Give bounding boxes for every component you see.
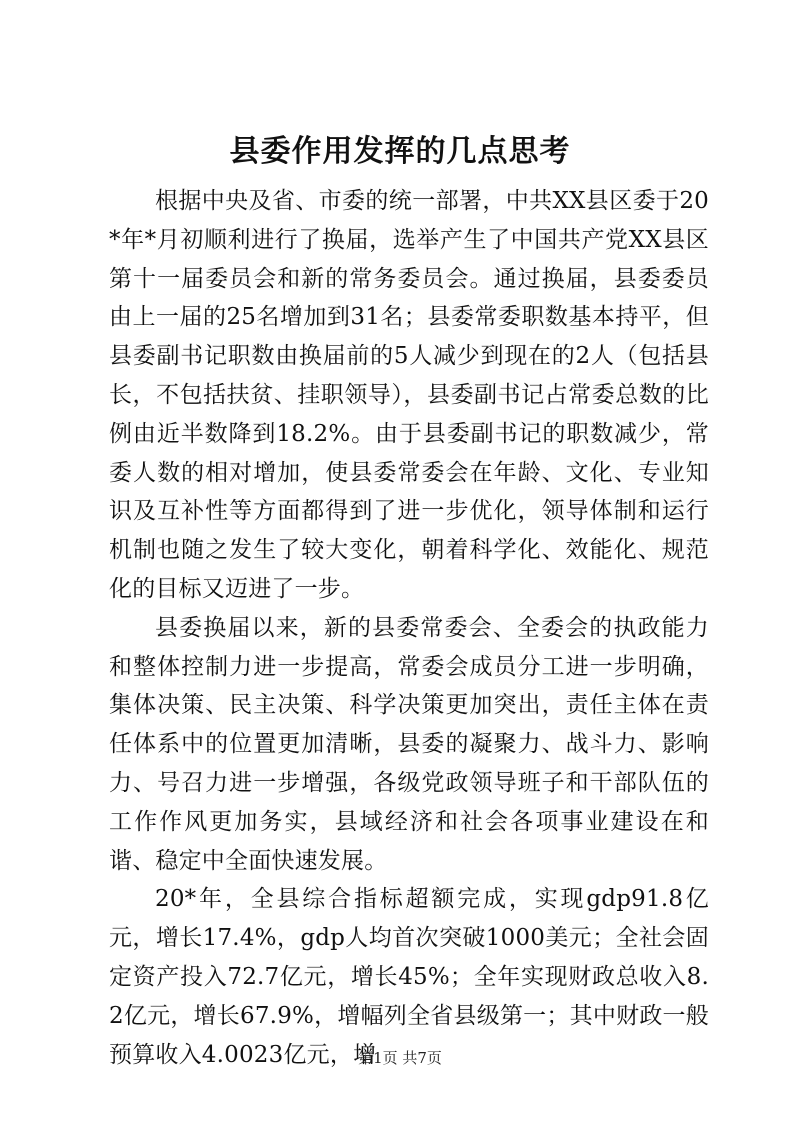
paragraph-3: 20*年，全县综合指标超额完成，实现gdp91.8亿元，增长17.4%，gdp人均首次突破1000美元；全社会固定资产投入72.7亿元，增长45%；全年实现财政总收入8.2亿元，增长67.9%，增幅列全省县级第一；其中财政一般预算收入4.0023亿元，增 xyxy=(109,886,709,1068)
paragraph-2: 县委换届以来，新的县委常委会、全委会的执政能力和整体控制力进一步提高，常委会成员分工进一步明确，集体决策、民主决策、科学决策更加突出，责任主体在责任体系中的位置更加清晰，县委的凝聚力、战斗力、影响力、号召力进一步增强，各级党政领导班子和干部队伍的工作作风更加务实，县域经济和社会各项事业建设在和谐、稳定中全面快速发展。 xyxy=(109,614,709,874)
paragraph-1: 根据中央及省、市委的统一部署，中共XX县区委于20*年*月初顺利进行了换届，选举产生了中国共产党XX县区第十一届委员会和新的常务委员会。通过换届，县委委员由上一届的25名增加到31名；县委常委职数基本持平，但县委副书记职数由换届前的5人减少到现在的2人（包括县长，不包括扶贫、挂职领导），县委副书记占常委总数的比例由近半数降到18.2%。由于县委副书记的职数减少，常委人数的相对增加，使县委常委会在年龄、文化、专业知识及互补性等方面都得到了进一步优化，领导体制和运行机制也随之发生了较大变化，朝着科学化、效能化、规范化的目标又迈进了一步。 xyxy=(109,188,709,602)
document-title: 县委作用发挥的几点思考 xyxy=(229,134,571,169)
document-body xyxy=(109,182,709,1074)
page-footer: 第1页 共7页 xyxy=(358,1049,442,1067)
